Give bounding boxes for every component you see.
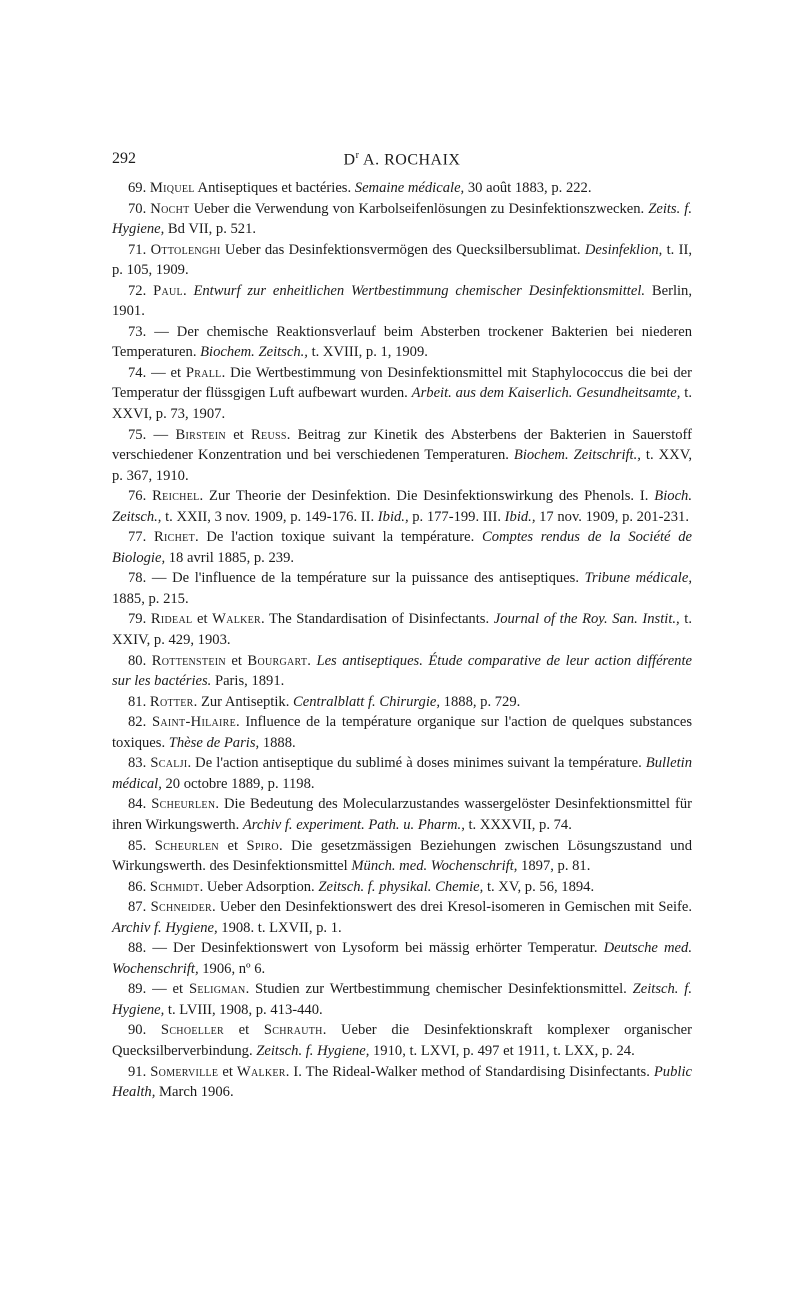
bibliography-entry: [112, 794, 692, 835]
entry-number: 88.: [128, 940, 147, 957]
entry-text: 1888.: [259, 734, 296, 751]
entry-text: t. XV, p. 56, 1894.: [483, 878, 595, 895]
entry-number: 78.: [128, 570, 147, 587]
entry-text: . Die gesetzmässigen Beziehungen zwischen Lösungszustand und Wirkungswerth. des Desinfektionsmittel: [112, 837, 692, 875]
entry-publication: Zeits. f. Hygiene,: [112, 200, 692, 238]
entry-publication: Semaine médicale,: [354, 180, 465, 196]
entry-text: — et: [151, 364, 186, 381]
entry-publication: Bioch. Zeitsch.,: [112, 488, 692, 525]
entry-publication: Ibid.,: [504, 508, 536, 525]
entry-text: . Beitrag zur Kinetik des Absterbens der Bakterien in Sauerstoff verschiedener Konzentration und bei verschiedenen Temperaturen.: [112, 426, 692, 464]
entry-author: Rotter: [149, 693, 194, 710]
entry-text: t. LVIII, 1908, p. 413-440.: [164, 1001, 323, 1018]
entry-text: et: [225, 652, 248, 669]
entry-text: . Zur Theorie der Desinfektion. Die Desinfektionswirkung des Phenols. I.: [199, 488, 655, 505]
entry-author: Rottenstein: [151, 652, 226, 669]
bibliography-entry: [112, 1020, 692, 1061]
entry-number: 71.: [128, 241, 147, 258]
entry-text: et: [223, 1022, 264, 1039]
entry-text: March 1906.: [155, 1084, 234, 1101]
entry-text: Ueber das Desinfektionsvermögen des Quecksilbersublimat.: [220, 241, 585, 258]
running-head-name: A. ROCHAIX: [359, 151, 461, 169]
bibliography-entry: [112, 568, 692, 609]
entry-author: Nocht: [150, 200, 190, 217]
entry-text: t. XXIV, p. 429, 1903.: [112, 611, 692, 649]
bibliography-entry: [112, 877, 692, 898]
entry-text: 1897, p. 81.: [517, 858, 591, 875]
entry-text: Antiseptiques et bactéries.: [194, 180, 355, 196]
entry-text: . Ueber den Desinfektionswert des drei Kresol-isomeren in Gemischen mit Seife.: [211, 899, 692, 916]
entry-text: . De l'action toxique suivant la température.: [194, 529, 482, 546]
bibliography-entry: [112, 712, 692, 753]
entry-coauthor: Seligman: [188, 981, 246, 998]
bibliography-entry: [112, 1062, 692, 1103]
entry-number: 72.: [128, 282, 147, 299]
bibliography-entry: [112, 281, 692, 322]
entry-text: . De l'action antiseptique du sublimé à doses minimes suivant la température.: [187, 755, 646, 772]
entry-publication: Centralblatt f. Chirurgie,: [293, 693, 441, 710]
entry-author: Schmidt: [149, 878, 200, 895]
entry-text: t. XXV, p. 367, 1910.: [112, 447, 693, 484]
entry-text: Berlin, 1901.: [112, 282, 692, 320]
entry-author: Scheurlen: [154, 837, 219, 854]
entry-number: 74.: [128, 364, 147, 381]
entry-text: .: [182, 282, 194, 299]
entry-publication: Bulletin médical,: [112, 755, 692, 792]
entry-author: Schoeller: [160, 1022, 224, 1039]
entry-publication: Ibid.,: [377, 508, 409, 525]
entry-number: 86.: [128, 878, 147, 895]
entry-number: 70.: [128, 200, 147, 217]
bibliography-entry: [112, 897, 692, 938]
running-head-superscript: r: [355, 150, 360, 161]
entry-text: 1910, t. LXVI, p. 497 et 1911, t. LXX, p. 24.: [369, 1042, 635, 1059]
entry-text: t. II, p. 105, 1909.: [112, 241, 692, 279]
entry-text: . Die Bedeutung des Molecularzustandes wassergelöster Desinfektionsmittel für ihren Wirkungswerth.: [112, 796, 692, 833]
entry-coauthor: Bourgart: [247, 652, 308, 669]
entry-author: Scalji: [150, 755, 188, 772]
entry-text: t. XVIII, p. 1, 1909.: [307, 344, 428, 361]
bibliography-entry: [112, 692, 692, 713]
entry-text: 30 août 1883, p. 222.: [464, 180, 592, 196]
bibliography-entry: [112, 199, 692, 240]
entry-text: — et: [152, 981, 189, 998]
entry-text: Paris, 1891.: [211, 673, 285, 690]
entry-number: 80.: [128, 652, 147, 669]
entry-text: 1885, p. 215.: [112, 590, 189, 607]
entry-publication: Arbeit. aus dem Kaiserlich. Gesundheitsamte,: [411, 385, 681, 402]
entry-text: 1906, nº 6.: [198, 960, 266, 977]
entry-text: .: [307, 652, 317, 669]
bibliography-entry: [112, 609, 692, 650]
entry-author: Paul: [153, 282, 183, 299]
bibliography-list: [112, 178, 692, 1103]
bibliography-entry: [112, 836, 692, 877]
entry-text: t. XXXVII, p. 74.: [464, 816, 572, 833]
entry-number: 69.: [128, 180, 147, 196]
entry-number: 76.: [128, 488, 147, 505]
entry-publication: Archiv f. experiment. Path. u. Pharm.,: [242, 816, 465, 833]
entry-number: 82.: [128, 714, 147, 731]
bibliography-entry: [112, 363, 692, 425]
entry-publication: Les antiseptiques. Étude comparative de leur action différente sur les bactéries.: [112, 652, 692, 690]
bibliography-entry: [112, 979, 692, 1020]
entry-publication: Tribune médicale,: [584, 570, 692, 587]
entry-text: p. 177-199. III.: [408, 508, 505, 525]
entry-author: Reichel: [152, 488, 200, 505]
running-head-prefix: D: [343, 151, 356, 169]
entry-author: Rideal: [150, 611, 193, 628]
entry-text: . Zur Antiseptik.: [193, 693, 293, 710]
entry-publication: Journal of the Roy. San. Instit.,: [493, 611, 680, 628]
entry-publication: Entwurf zur enheitlichen Wertbestimmung chemischer Desinfektionsmittel.: [193, 282, 646, 299]
entry-text: 17 nov. 1909, p. 201-231.: [535, 508, 689, 525]
entry-publication: Public Health,: [112, 1063, 692, 1101]
entry-coauthor: Walker: [212, 611, 262, 628]
entry-number: 75.: [128, 426, 147, 443]
entry-number: 84.: [128, 796, 147, 813]
bibliography-entry: [112, 322, 692, 363]
entry-number: 83.: [128, 755, 147, 772]
entry-publication: Desinfeklion,: [584, 241, 663, 258]
entry-publication: Biochem. Zeitschrift.,: [513, 447, 641, 464]
entry-number: 89.: [128, 981, 147, 998]
entry-coauthor: Schrauth: [263, 1022, 323, 1039]
bibliography-entry: [112, 651, 692, 692]
entry-publication: Comptes rendus de la Société de Biologie,: [112, 529, 692, 566]
entry-number: 91.: [128, 1063, 147, 1080]
entry-coauthor: Walker: [236, 1063, 286, 1080]
entry-text: t. XXVI, p. 73, 1907.: [112, 385, 692, 423]
bibliography-entry: [112, 425, 692, 487]
entry-publication: Zeitsch. f. physikal. Chemie,: [318, 878, 484, 895]
bibliography-entry: [112, 486, 692, 527]
entry-author: Miquel: [149, 180, 195, 196]
entry-number: 90.: [128, 1022, 147, 1039]
entry-coauthor: Spiro: [246, 837, 279, 854]
entry-author: Saint-Hilaire: [151, 714, 237, 731]
entry-number: 79.: [128, 611, 147, 628]
page-header: [112, 150, 692, 172]
entry-text: . Ueber Adsorption.: [199, 878, 319, 895]
entry-publication: Biochem. Zeitsch.,: [200, 344, 308, 361]
entry-text: Bd VII, p. 521.: [164, 221, 257, 238]
entry-coauthor: Prall: [185, 364, 222, 381]
bibliography-entry: [112, 938, 692, 979]
entry-number: 73.: [128, 323, 147, 340]
entry-publication: Archiv f. Hygiene,: [112, 919, 218, 936]
entry-text: et: [218, 837, 247, 854]
entry-publication: Deutsche med. Wochenschrift,: [112, 940, 692, 977]
entry-text: — Der chemische Reaktionsverlauf beim Absterben trockener Bakterien bei niederen Temperaturen.: [112, 323, 692, 361]
entry-publication: Zeitsch. f. Hygiene,: [256, 1042, 370, 1059]
entry-number: 85.: [128, 837, 147, 854]
entry-text: et: [218, 1063, 237, 1080]
page-number: 292: [112, 150, 136, 167]
bibliography-entry: [112, 178, 692, 199]
entry-text: — De l'influence de la température sur la puissance des antiseptiques.: [151, 570, 585, 587]
entry-author: Richet: [154, 529, 195, 546]
entry-text: . Ueber die Desinfektionskraft komplexer organischer Quecksilberverbindung.: [112, 1022, 692, 1059]
entry-publication: Zeitsch. f. Hygiene,: [112, 981, 692, 1018]
entry-author: Scheurlen: [151, 796, 216, 813]
entry-text: t. XXII, 3 nov. 1909, p. 149-176. II.: [161, 508, 378, 525]
entry-text: 1908. t. LXVII, p. 1.: [217, 919, 342, 936]
entry-text: . The Standardisation of Disinfectants.: [261, 611, 494, 628]
entry-text: et: [225, 426, 252, 443]
entry-coauthor: Reuss: [251, 426, 287, 443]
bibliography-entry: [112, 240, 692, 281]
bibliography-entry: [112, 753, 692, 794]
entry-publication: Thèse de Paris,: [168, 734, 260, 751]
running-head: [112, 150, 692, 169]
entry-text: . Studien zur Wertbestimmung chemischer Desinfektionsmittel.: [245, 981, 633, 998]
entry-text: . Influence de la température organique sur l'action de quelques substances toxiques.: [112, 714, 692, 751]
entry-text: . Die Wertbestimmung von Desinfektionsmittel mit Staphylococcus die bei der Temperatur der flüssgigen Luft aufbewart wurden.: [112, 364, 692, 402]
entry-author: Ottolenghi: [150, 241, 221, 258]
entry-text: et: [192, 611, 213, 628]
entry-text: 18 avril 1885, p. 239.: [165, 549, 295, 566]
entry-number: 77.: [128, 529, 147, 546]
entry-text: . I. The Rideal-Walker method of Standardising Disinfectants.: [285, 1063, 654, 1080]
entry-publication: Münch. med. Wochenschrift,: [351, 858, 518, 875]
entry-number: 81.: [128, 693, 147, 710]
entry-author: Somerville: [150, 1063, 219, 1080]
entry-text: 1888, p. 729.: [440, 693, 521, 710]
entry-text: — Der Desinfektionswert von Lysoform bei mässig erhörter Temperatur.: [152, 940, 604, 957]
entry-text: Ueber die Verwendung von Karbolseifenlösungen zu Desinfektionszwecken.: [189, 200, 649, 217]
entry-coauthor: Birstein: [175, 426, 226, 443]
entry-text: 20 octobre 1889, p. 1198.: [161, 775, 315, 792]
entry-author: Schneider: [150, 899, 212, 916]
entry-text: —: [153, 426, 176, 443]
bibliography-entry: [112, 527, 692, 568]
entry-number: 87.: [128, 899, 147, 916]
